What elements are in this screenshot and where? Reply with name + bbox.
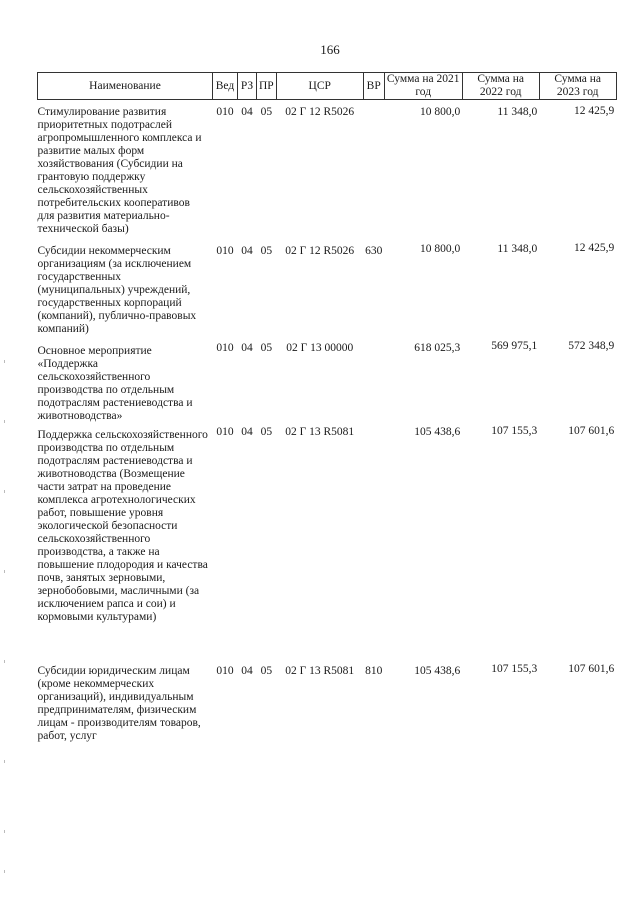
row-vr (363, 340, 384, 425)
row-pr: 05 (260, 244, 273, 257)
row-pr: 05 (260, 341, 273, 354)
row-vr (363, 425, 384, 663)
row-ved: 010 (216, 425, 234, 438)
row-rz: 04 (241, 341, 253, 354)
table-row (38, 663, 617, 753)
row-csr: 02 Г 13 R5081 (285, 425, 355, 438)
header-pr: ПР (257, 73, 277, 100)
row-pr: 05 (260, 106, 273, 118)
table-row (38, 425, 617, 663)
row-rz: 04 (241, 106, 253, 118)
header-ved: Вед (213, 73, 238, 100)
row-name: Поддержка сельскохозяйственного производства по отдельным подотраслям растениеводства и животноводства (Возмещение части затрат на проведение комплекса агротехнологических работ, повышение уровня экологической безопасности сельскохозяйственного производства, а также на повышение плодородия и качества почв, занятых зерновыми, зернобобовыми, масличными (за исключением рапса и сои) и кормовыми культурами) (37, 428, 208, 623)
row-name: Основное мероприятие «Поддержка сельскохозяйственного производства по отдельным подотраслям растениеводства и животноводства» (37, 344, 193, 422)
row-sum-2023: 107 601,6 (568, 662, 615, 675)
row-csr: 02 Г 13 R5081 (285, 664, 355, 677)
row-sum-2022: 11 348,0 (497, 242, 538, 255)
row-sum-2021: 618 025,3 (414, 341, 461, 354)
row-vr: 630 (365, 244, 383, 257)
row-sum-2023: 12 425,9 (573, 241, 615, 254)
header-name: Наименование (38, 73, 213, 100)
header-sum-2023: Сумма на 2023 год (539, 73, 616, 100)
row-sum-2022: 11 348,0 (497, 106, 538, 118)
row-sum-2021: 105 438,6 (414, 425, 461, 438)
table-row (38, 340, 617, 425)
row-sum-2022: 107 155,3 (491, 424, 538, 437)
header-rz: РЗ (238, 73, 257, 100)
row-sum-2022: 569 975,1 (491, 339, 538, 352)
row-sum-2023: 572 348,9 (568, 339, 615, 352)
row-ved: 010 (216, 244, 234, 257)
row-ved: 010 (216, 106, 234, 118)
row-pr: 05 (260, 664, 273, 677)
row-name: Субсидии некоммерческим организациям (за исключением государственных (муниципальных) учреждений, государственных корпораций (компаний), публично-правовых компаний) (37, 244, 197, 335)
header-sum-2022: Сумма на 2022 год (462, 73, 539, 100)
row-csr: 02 Г 13 00000 (286, 341, 354, 354)
row-sum-2023: 107 601,6 (568, 424, 615, 437)
row-sum-2021: 10 800,0 (419, 106, 461, 118)
row-sum-2021: 105 438,6 (414, 664, 461, 677)
row-sum-2022: 107 155,3 (491, 662, 538, 675)
row-pr: 05 (260, 425, 273, 438)
page-number: 166 (320, 42, 340, 57)
row-rz: 04 (241, 425, 253, 438)
table-row (38, 100, 617, 240)
budget-table (37, 72, 617, 753)
row-ved: 010 (216, 664, 234, 677)
header-vr: ВР (363, 73, 384, 100)
row-sum-2023: 12 425,9 (573, 105, 615, 117)
header-csr: ЦСР (276, 73, 363, 100)
row-rz: 04 (241, 664, 253, 677)
row-vr (363, 100, 384, 240)
row-csr: 02 Г 12 R5026 (285, 106, 355, 118)
row-rz: 04 (241, 244, 253, 257)
row-name: Субсидии юридическим лицам (кроме некоммерческих организаций), индивидуальным предпринимателям, физическим лицам - производителям товаров, работ, услуг (37, 664, 201, 742)
row-vr: 810 (365, 664, 383, 677)
row-csr: 02 Г 12 R5026 (285, 244, 355, 257)
row-sum-2021: 10 800,0 (419, 242, 461, 255)
margin-scan-marks (4, 360, 7, 880)
row-ved: 010 (216, 341, 234, 354)
table-header-row (38, 73, 617, 100)
table-row (38, 240, 617, 340)
row-name: Стимулирование развития приоритетных подотраслей агропромышленного комплекса и развитие малых форм хозяйствования (Субсидии на грантовую поддержку сельскохозяйственных потребительских кооперативов для развития материально-технической базы) (37, 106, 202, 235)
header-sum-2021: Сумма на 2021 год (384, 73, 462, 100)
